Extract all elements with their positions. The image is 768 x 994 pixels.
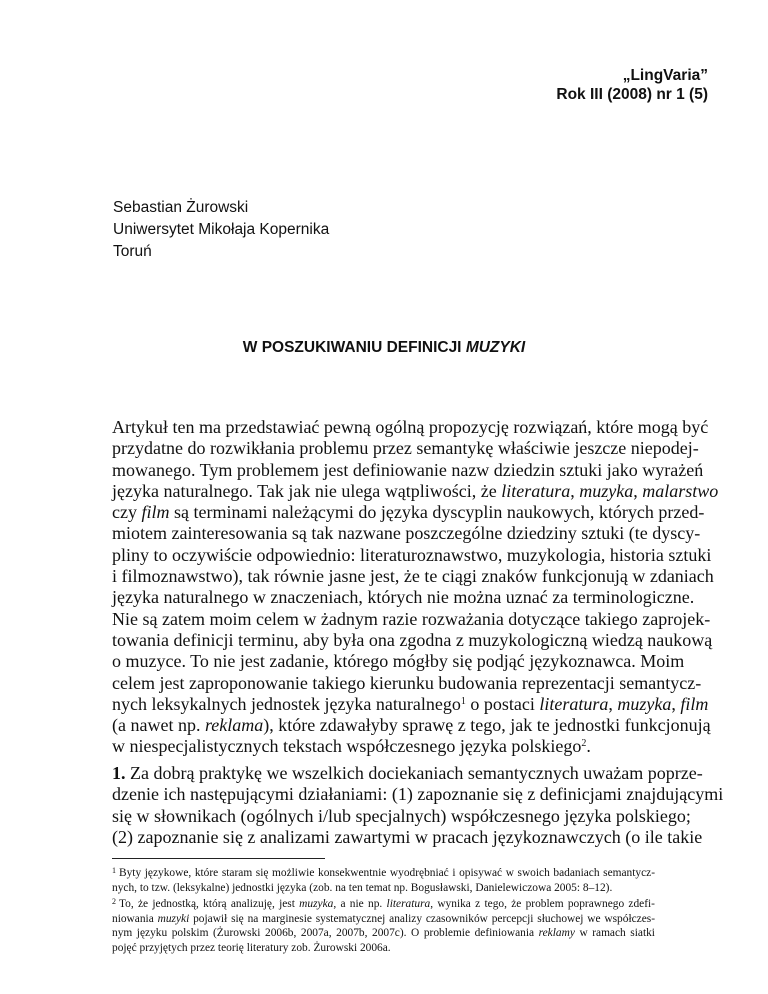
footnote-2: $^2$ To, że jednostką, którą analizuję, jest muzyka, a nie np. literatura, wynika z tego, że problem poprawnego zdefi- niowania muzyki pojawił się na marginesie systematycznej analizy czasowników percepcji słuchowej we współczes- nym języku polskim (Żurowski 2006b, 2007a, 2007b, 2007c). O problemie definiowania reklamy w ramach siatki pojęć przyjętych przez teorię literatury zob. Żurowski 2006a. [112, 897, 656, 954]
section-line: dzenie ich następującymi działaniami: (1) zapoznanie się z definicjami znajdującymi [112, 784, 724, 805]
intro-line: (a nawet np. reklama), które zdawałyby sprawę z tego, jak te jednostki funkcjonują [112, 715, 711, 736]
intro-line: o muzyce. To nie jest zadanie, którego mógłby się podjąć językoznawca. Moim [112, 651, 685, 672]
section-line: się w słownikach (ogólnych i/lub specjalnych) współczesnego języka polskiego; [112, 805, 691, 826]
author-block [113, 197, 329, 263]
article-title-italic: MUZYKI [465, 339, 526, 356]
intro-line: przydatne do rozwikłania problemu przez semantykę właściwie jeszcze niepodej- [112, 438, 699, 459]
article-title-prefix: W POSZUKIWANIU DEFINICJI [242, 339, 466, 356]
section-line: 1. Za dobrą praktykę we wszelkich dociekaniach semantycznych uważam poprze- [112, 763, 703, 783]
article-title [0, 339, 768, 357]
author-name: Sebastian Żurowski [113, 199, 249, 216]
footnote-ref-1[interactable]: 1 [460, 695, 466, 707]
journal-issue: Rok III (2008) nr 1 (5) [556, 86, 708, 103]
intro-line: Nie są zatem moim celem w żadnym razie rozważania dotyczące takiego zaprojek- [112, 608, 711, 629]
footnote-divider [112, 858, 325, 859]
intro-paragraph [112, 417, 719, 758]
intro-line: języka naturalnego. Tak jak nie ulega wątpliwości, że literatura, muzyka, malarstwo [112, 480, 719, 501]
journal-header [556, 66, 708, 104]
intro-line: mowanego. Tym problemem jest definiowanie nazw dziedzin sztuki jako wyrażeń [112, 459, 704, 480]
intro-line: w niespecjalistycznych tekstach współczesnego języka polskiego$^2$. [112, 736, 591, 757]
footnotes [112, 864, 655, 956]
intro-line: języka naturalnego w znaczeniach, których nie można uznać za terminologiczne. [112, 587, 695, 608]
intro-line: Artykuł ten ma przedstawiać pewną ogólną propozycję rozwiązań, które mogą być [112, 417, 709, 437]
section-number: 1. [112, 763, 126, 783]
intro-line: pliny to oczywiście odpowiednio: literaturoznawstwo, muzykologia, historia sztuki [112, 544, 712, 565]
author-affiliation: Uniwersytet Mikołaja Kopernika [113, 221, 330, 238]
footnote-ref-2[interactable]: 2 [581, 738, 587, 750]
journal-name: „LingVaria” [622, 67, 708, 84]
intro-line: celem jest zaproponowanie takiego kierunku budowania reprezentacji semantycz- [112, 672, 702, 693]
intro-line: czy film są terminami należącymi do języka dyscyplin naukowych, których przed- [112, 502, 705, 523]
author-city: Toruń [113, 243, 152, 260]
footnote-number: 1 [112, 866, 116, 875]
footnote-number: 2 [112, 897, 116, 907]
intro-line: miotem zainteresowania są tak nazwane poszczególne dziedziny sztuki (te dyscy- [112, 523, 701, 544]
intro-line: i filmoznawstwo), tak równie jasne jest, że te ciągi znaków funkcjonują w zdaniach [112, 566, 714, 587]
section-1-paragraph [112, 763, 724, 848]
footnote-1: $^1$ Byty językowe, które staram się możliwie konsekwentnie wyodrębniać i opisywać w swoich badaniach semantycz- nych, to tzw. (leksykalne) jednostki języka (zob. na ten temat np. Bogusławski, Danielewiczowa 2005: 8–12). [112, 866, 655, 894]
intro-line: nych leksykalnych jednostek języka naturalnego$^1$ o postaci literatura, muzyka, film [112, 693, 709, 714]
section-line: (2) zapoznanie się z analizami zawartymi w pracach językoznawczych (o ile takie [112, 826, 703, 847]
intro-line: towania definicji terminu, aby była ona zgodna z muzykologiczną wiedzą naukową [112, 629, 713, 650]
